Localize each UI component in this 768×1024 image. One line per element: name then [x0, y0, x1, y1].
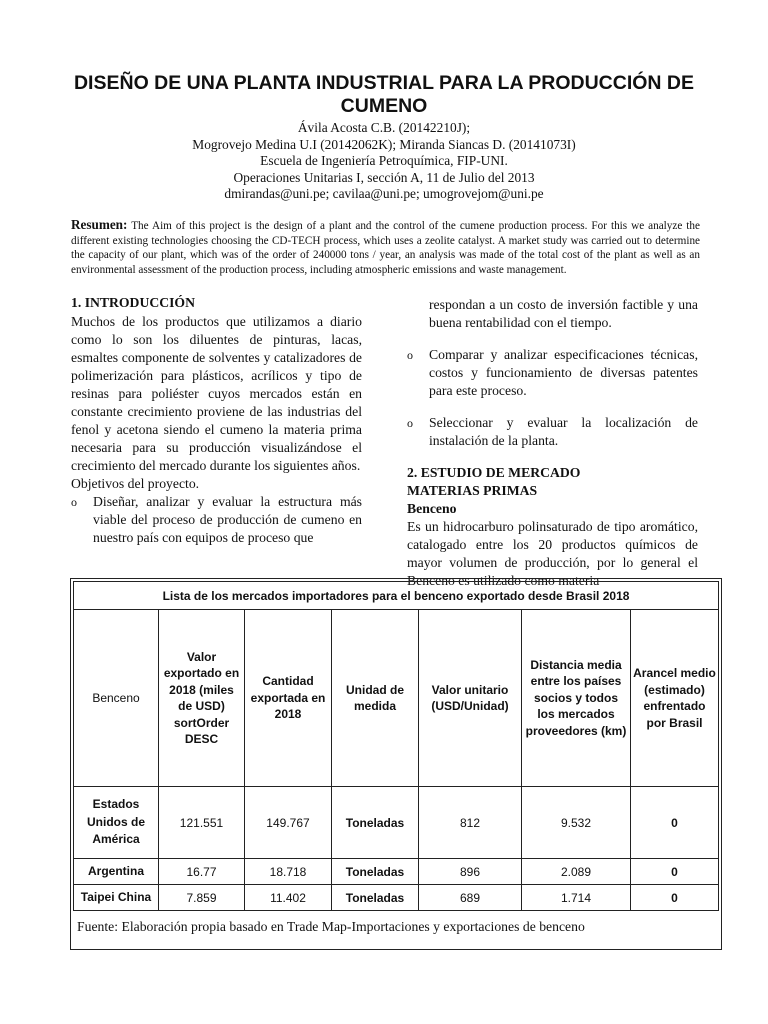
country-cell: Estados Unidos de América — [74, 787, 159, 859]
table-cell: 0 — [631, 885, 719, 911]
bullet-marker: o — [407, 416, 413, 430]
objective-item — [71, 493, 362, 547]
subheading-benceno: Benceno — [407, 501, 457, 516]
left-column — [71, 294, 362, 547]
table-header-row — [74, 610, 719, 787]
country-cell: Argentina — [74, 859, 159, 885]
section-heading-introduccion: 1. INTRODUCCIÓN — [71, 295, 195, 310]
column-header: Distancia media entre los países socios y todos los mercados proveedores (km) — [522, 610, 631, 787]
table-row — [74, 885, 719, 911]
objective-item — [407, 414, 698, 450]
affiliation-line: Escuela de Ingeniería Petroquímica, FIP-UNI. — [260, 153, 508, 168]
table-cell: 2.089 — [522, 859, 631, 885]
author-block — [40, 120, 728, 203]
abstract-text: The Aim of this project is the design of a plant and the control of the cumene production process. For this we analyze the different existing technologies choosing the CD-TECH process, which uses a zeolite catalyst. A market study was carried out to determine the capacity of our plant, which was of the order of 240000 tons / year, an analysis was made of the total cost of the plant as well as an environmental assessment of the production process, including atmospheric emissions and waste management. — [71, 220, 700, 276]
objective-item — [407, 346, 698, 400]
objective-text: Diseñar, analizar y evaluar la estructura más viable del proceso de producción de cumeno en nuestro país con equipos de proceso que — [93, 494, 362, 545]
table-cell: 1.714 — [522, 885, 631, 911]
table-cell: Toneladas — [332, 859, 419, 885]
abstract — [71, 218, 700, 277]
table-row — [74, 859, 719, 885]
document-title: DISEÑO DE UNA PLANTA INDUSTRIAL PARA LA PRODUCCIÓN DE CUMENO — [73, 72, 695, 117]
table-cell: 121.551 — [159, 787, 245, 859]
table-cell: 896 — [419, 859, 522, 885]
section-heading-estudio-mercado: 2. ESTUDIO DE MERCADO — [407, 465, 581, 480]
country-cell: Taipei China — [74, 885, 159, 911]
intro-paragraph: Muchos de los productos que utilizamos a diario como lo son los diluentes de pinturas, lacas, esmaltes componente de solventes y catalizadores de polimerización para plásticos, acrílicos y tipo de resinas para poliéster cuyos mercados están en constante crecimiento proviene de las industrias del fenol y acetona siendo el cumeno la materia prima necesaria para su producción visualizándose el crecimiento del mercado durante los siguientes años. — [71, 314, 362, 473]
objective-text: respondan a un costo de inversión factible y una buena rentabilidad con el tiempo. — [429, 297, 698, 330]
objective-text: Comparar y analizar especificaciones técnicas, costos y funcionamiento de diversas patentes para este proceso. — [429, 347, 698, 398]
table-cell: Toneladas — [332, 885, 419, 911]
table-source-note: Fuente: Elaboración propia basado en Trade Map-Importaciones y exportaciones de benceno — [77, 919, 585, 934]
course-date-line: Operaciones Unitarias I, sección A, 11 de Julio del 2013 — [233, 169, 535, 185]
author-line: Ávila Acosta C.B. (20142210J); — [297, 120, 471, 135]
column-header: Unidad de medida — [332, 610, 419, 787]
table-cell: 16.77 — [159, 859, 245, 885]
column-header: Benceno — [74, 610, 159, 787]
right-column — [407, 296, 698, 590]
bullet-marker: o — [71, 495, 77, 509]
objectives-label: Objetivos del proyecto. — [71, 476, 200, 491]
table-cell: 9.532 — [522, 787, 631, 859]
table-cell: 812 — [419, 787, 522, 859]
subheading-materias-primas: MATERIAS PRIMAS — [407, 483, 538, 498]
table-cell: 0 — [631, 859, 719, 885]
column-header: Cantidad exportada en 2018 — [245, 610, 332, 787]
column-header: Valor unitario (USD/Unidad) — [419, 610, 522, 787]
abstract-label: Resumen: — [71, 217, 128, 232]
table-frame — [70, 578, 722, 950]
benceno-paragraph: Es un hidrocarburo polinsaturado de tipo aromático, catalogado entre los 20 productos químicos de mayor volumen de producción, por lo general el Benceno es utilizado como materia — [407, 519, 698, 588]
table-cell: 11.402 — [245, 885, 332, 911]
table-cell: 7.859 — [159, 885, 245, 911]
table-cell: 18.718 — [245, 859, 332, 885]
market-table — [73, 581, 719, 911]
column-header: Valor exportado en 2018 (miles de USD) sortOrder DESC — [159, 610, 245, 787]
table-cell: Toneladas — [332, 787, 419, 859]
table-cell: 0 — [631, 787, 719, 859]
objective-item-continued — [407, 296, 698, 332]
table-caption: Lista de los mercados importadores para el benceno exportado desde Brasil 2018 — [74, 582, 719, 610]
bullet-marker: o — [407, 348, 413, 362]
table-cell: 149.767 — [245, 787, 332, 859]
email-line: dmirandas@uni.pe; cavilaa@uni.pe; umogrovejom@uni.pe — [224, 186, 544, 201]
objective-text: Seleccionar y evaluar la localización de instalación de la planta. — [429, 415, 698, 448]
column-header: Arancel medio (estimado) enfrentado por Brasil — [631, 610, 719, 787]
table-row — [74, 787, 719, 859]
table-cell: 689 — [419, 885, 522, 911]
author-line: Mogrovejo Medina U.I (20142062K); Miranda Siancas D. (20141073I) — [192, 136, 576, 152]
